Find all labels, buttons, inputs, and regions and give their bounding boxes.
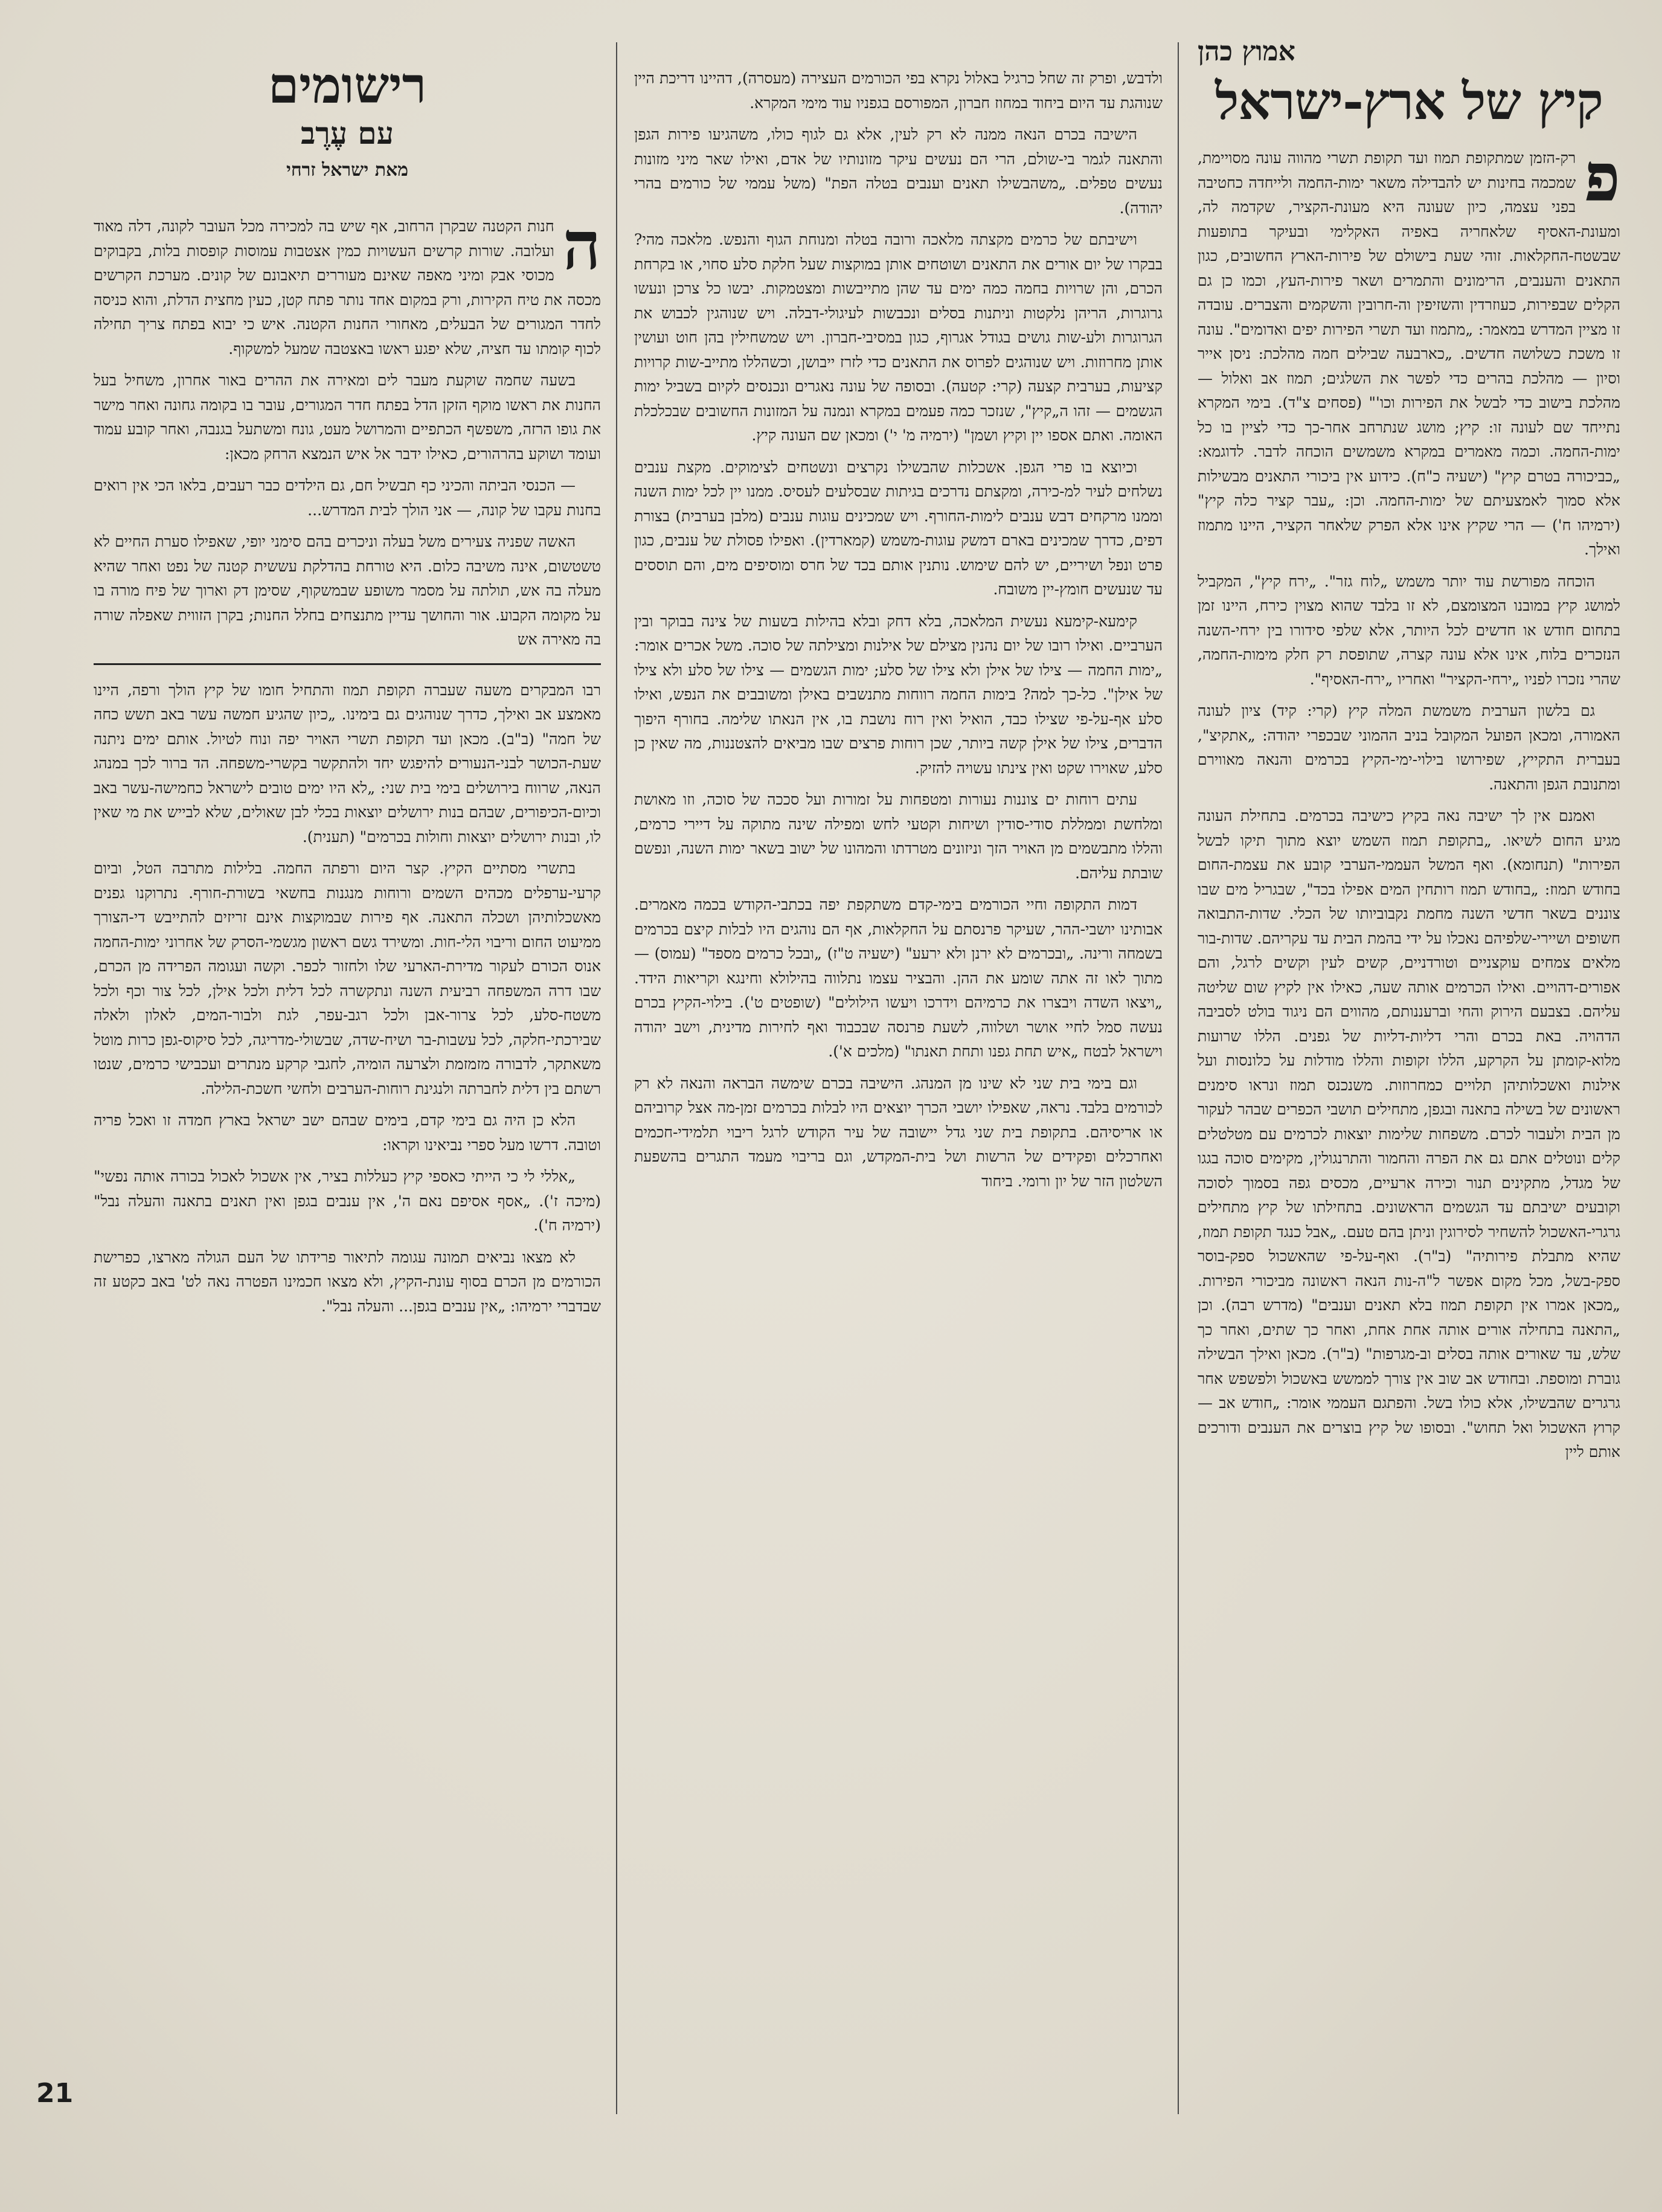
- article-paragraph: בשעה שחמה שוקעת מעבר לים ומאירה את ההרים באור אחרון, משחיל בעל החנות את ראשו מוקף הזקן הדל בפתח חדר המגורים, עובר בו בקומה גחונה ואחר מישר את גופו הרזה, משפשף הכתפיים והמרושל מעט, גונח ומשתעל בגנבה, ואחר קובע עמוד ועומד ושוקע בהרהורים, כאילו ידבר אל איש הנמצא הרחק מכאן:: [94, 371, 601, 463]
- article-paragraph: לא מצאו נביאים תמונה עגומה לתיאור פרידתו של העם הגולה מארצו, כפרישת הכורמים מן הכרם בסוף עונת-הקיץ, ולא מצאו חכמינו הפטרה נאה לט' באב כקטע זה שבדברי ירמיהו: „אין ענבים בגפן... והעלה נבל".: [94, 1248, 601, 1315]
- article-paragraph: האשה שפניה צעירים משל בעלה וניכרים בהם סימני יופי, שאפילו סערת החיים לא טשטשום, אינה משיבה כלום. היא טורחת בהדלקת עששית קטנה של נפט ואחר שהיא מעלה בה אש, תולתה על מסמר משופע שבמשקוף, שסימן דק וארוך של פיח מורה בו על מקומה הקבוע. אור והחושך עדיין מתנצחים בחלל החנות; בקרן הזווית שאפלה שורה בה מאירה אש: [94, 533, 601, 648]
- article-paragraph: דמות התקופה וחיי הכורמים בימי-קדם משתקפת יפה בכתבי-הקודש בכמה מאמרים. אבותינו יושבי-ההר, שעיקר פרנסתם על החקלאות, אף הם נוהגים היו לבלות קיצם בכרמים בשמחה ורינה. „ובכרמים לא ירנן ולא ירעע" (ישעיה ט"ז) „ובכל כרמים מספד" (עמוס) — מתוך לאו זה אתה שומע את ההן. והבציר עצמו נתלווה בהילולא וחינגא וקריאות הידד. „ויצאו השדה ויבצרו את כרמיהם וידרכו ויעשו הילולים" (שופטים ט'). בילוי-הקיץ בכרם נעשה סמל לחיי אושר ושלווה, לשעת פרנסה שבכבוד ואף לחירות מדינית, וישב יהודה וישראל לבטח „איש תחת גפנו ותחת תאנתו" (מלכים א').: [634, 896, 1163, 1060]
- article-paragraph: בתשרי מסתיים הקיץ. קצר היום ורפתה החמה. בלילות מתרבה הטל, וביום קרעי-ערפלים מכהים השמים ורוחות מנגנות בחשאי בשורת-חורף. נתרוקנו גפנים מאשכלותיהן ושכלה התאנה. אף פירות שבמוקצות אינם זריזים להתייבש די-הצורך ממיעוט החום וריבוי הלי-חות. ומשירד גשם ראשון מגשמי-הסרק של אחרוני ימות-החמה אנוס הכורם לעקור מדירת-הארעי שלו ולחזור לכפר. וקשה ועגומה הפרידה מן הכרם, שבו דרה המשפחה רביעית השנה ונתקשרה לכל דלית ולכל אילן, לכל צור וכף ולכל משטח-סלע, לכל צרור-אבן ולכל רגב-עפר, לגת ולבור-המים, לאלון ולאלה שבירכתי-חלקה, לכל עשבות-בר ושיח-שדה, שבשולי-מדריגה, לכל סיקוס-גפן כרות מוטל משאתקר, לדבורה מזמזמת ולצרעה הומיה, לחגבי קרקע מנתרים ועכבישי כרמים, שנטו רשתם בין דלית לחברתה ולנגינת רוחות-הערבים ולחשי חשכת-הלילה.: [94, 860, 601, 1098]
- article-column-right: [1198, 36, 1620, 2108]
- article-paragraph: וגם בימי בית שני לא שינו מן המנהג. הישיבה בכרם שימשה הבראה והנאה לא רק לכורמים בלבד. נראה, שאפילו יושבי הכרך יוצאים היו לבלות בכרמים זמן-מה אצל קרוביהם או אריסיהם. בתקופת בית שני גדל יישובה של עיר הקודש לרגל ריבוי תלמידי-חכמים ואחרכלים ופקידים של הרשות ושל בית-המקדש, וגם בריבוי מעמד התגרים בהשפעת השלטון הזר של יון ורומי. ביחוד: [634, 1074, 1163, 1190]
- article-paragraph: הישיבה בכרם הנאה ממנה לא רק לעין, אלא גם לגוף כולו, משהגיעו פירות הגפן והתאנה לגמר בי-שולם, הרי הם נעשים עיקר מזונותיו של אדם, ואילו שאר מיני מזונות נעשים טפלים. „משהבשילו תאנים וענבים בטלה הפת" (משל עממי של כורמים בהרי יהודה).: [634, 126, 1163, 217]
- article-paragraph: „אללי לי כי הייתי כאספי קיץ כעללות בציר, אין אשכול לאכול בכורה אותה נפשי" (מיכה ז'). „אסף אסיפם נאם ה', אין ענבים בגפן ואין תאנים בתאנה והעלה נבל" (ירמיה ח').: [94, 1168, 601, 1234]
- left-article-subtitle: עם עֶרֶב: [301, 115, 394, 151]
- article-paragraph: ולדבש, ופרק זה שחל כרגיל באלול נקרא בפי הכורמים העצירה (מעסרה), דהיינו דריכת היין שנוהגת עד היום ביחוד במחוז חברון, המפורסם בגפניו עוד מימי המקרא.: [634, 69, 1163, 112]
- article-paragraph: קימעא-קימעא נעשית המלאכה, בלא דחק ובלא בהילות בשעות של צינה בבוקר ובין הערביים. ואילו רובו של יום נהנין מצילם של אילנות ומצילתה של סוכה. משל אכרים אומר: „ימות החמה — צילו של אילן ולא צילו של סלע; ימות הגשמים — צילו של סלע ולא צילו של אילן". כל-כך למה? בימות החמה רווחות מתנשבים באילן ומשובבים את הנפש, ואילו סלע אף-על-פי שצילו כבד, הואיל ואין רוח נושבת בו, אין הנאתו שלימה. בחורף היפוך הדברים, צילו של אילן קשה ביותר, שכן רוחות פרצים שבו מביאים להצטננות, מה שאין כן סלע, שאוירו שקט ואין צינתו עשויה להזיק.: [634, 612, 1163, 777]
- article-headline: קיץ של ארץ-ישראל: [1215, 71, 1603, 131]
- article-paragraph: הלא כן היה גם בימי קדם, בימים שבהם ישב ישראל בארץ חמדה זו ואכל פריה וטובה. דרשו מעל ספרי נביאינו וקראו:: [94, 1111, 601, 1154]
- article-paragraph: הוכחה מפורשת עוד יותר משמש „לוח גזר". „ירח קיץ", המקביל למושג קיץ במובנו המצומצם, לא זו בלבד שהוא מצוין כירח, היינו זמן בתחום חודש או חדשים לכל היותר, אלא שלפי סידורו בין ירחי-השנה הנזכרים בלוח, אינו אלא עונה קצרה, שתופסת רק חלק מימות-החמה, שהרי נזכרו לפניו „ירחי-הקציר" ואחריו „ירח-האסיף".: [1198, 572, 1620, 688]
- left-article-title: רישומים: [268, 57, 427, 115]
- article-column-left: [94, 214, 601, 2108]
- left-article-byline: מאת ישראל זרחי: [286, 159, 409, 181]
- drop-cap: ה: [562, 214, 601, 285]
- article-paragraph: ה חנות הקטנה שבקרן הרחוב, אף שיש בה למכירה מכל העובר לקונה, דלה מאוד ועלובה. שורות קרשים העשויות כמין אצטבות עמוסות קופסות בלות, בקבוקים מכוסי אבק ומיני מאפה שאינם מעוררים תיאבונם של קונים. מערכת הקרשים מכסה את טיח הקירות, ורק במקום אחד נותר פתח קטן, כעין מחצית הדלת, והוא כניסה לחדר המגורים של הבעלים, מאחורי החנות הקטנה. איש כי יבוא בפתח צריך תחילה לכוף קומתו עד חציה, שלא יפגע ראשו באצטבה שמעל למשקוף.: [94, 214, 601, 358]
- article-paragraph: ואמנם אין לך ישיבה נאה בקיץ כישיבה בכרמים. בתחילת העונה מגיע החום לשיאו. „בתקופת תמוז השמש יוצא מתוך תיקו לבשל הפירות" (תנחומא). ואף המשל העממי-הערבי קובע את עצמת-החום בחודש תמוז: „בחודש תמוז רותחין המים אפילו בכד", שבגריל מים שבו צוננים בשאר חדשי השנה מחמת נקבוביותו של הכלי. שדות-התבואה חשופים ושיירי-שלפיהם נאכלו על ידי בהמת הבית עד עקריהם. שדות-בור מלאים צמחים עוקצניים וטורדניים, קשים לעין וקשים לרגל, והם אפורים-דהויים. ואילו הכרמים אותה שעה, כאילו אין לקיץ שום שליטה עליהם. בצבעם הירוק והחי וברעננותם, מהווים הם ניגוד בולט לסביבה הדהויה. באת בכרם והרי דליות-דליות של גפנים. הללו שרועות מלוא-קומתן על הקרקע, הללו זקופות והללו מודלות על כלונסות ועל אילנות ואשכלותיהן תלויים כמחרוזות. משנכנס תמוז ונראו סימנים ראשונים של בשילה בתאנה ובגפן, מתחילים תושבי הכפרים שבהר לעקור מן הבית ולעבור לכרם. משפחות שלימות יוצאות לכרמים עם מטלטלים קלים ונוטלים אתם גם את הפרה והחמור והתרנגולין, מקימים סוכה בגגו של מגדל, מתקינים תנור וכירה ארעיים, מכסים גפה בסמוך לסוכה וקובעים ישיבתם עד הגשמים הראשונים. בתחילתו של קיץ מתחילים גרגרי-האשכול להשחיר לסירוגין וניתן בהם טעם. „אבל כנגד תקופת תמוז, שהיא מתבלת פירותיה" (ב"ר). ואף-על-פי שהאשכול ספק-בוסר ספק-בשל, מכל מקום אפשר ל"ה-נות הנאה ראשונה מביכורי הפירות. „מכאן אמרו אין תקופת תמוז בלא תאנים וענבים" (מדרש רבה). וכן „התאנה בתחילה אורים אותה אחת אחת, ואחר כך שתים, ואחר כך שלש, עד שאורים אותה בסלים וב-מגרפות" (ב"ר). מכאן ואילך הבשילה גוברת ומוספת. ובחודש אב שוב אין צורך לממשש באשכול ולפשפש אחר גרגרים שהבשילו, אלא כולו בשל. והפתגם העממי אומר: „חודש אב — קרוץ האשכול ואל תחוש". ובסופו של קיץ בוצרים את הענבים ודורכים אותם ליין: [1198, 807, 1620, 1461]
- left-article-header: [94, 57, 601, 184]
- drop-cap: פ: [1584, 138, 1620, 216]
- article-column-middle: [634, 66, 1163, 2108]
- article-paragraph: גם בלשון הערבית משמשת המלה קיץ (קרי: קיד) ציון לעונה האמורה, ומכאן הפועל המקובל בניב ההמוני שבכפרי יהודה: „אתקיצ", בעברית התקייץ, שפירושו בילוי-ימי-הקיץ בכרמים והנאה מאווירם ומתנובת הגפן והתאנה.: [1198, 702, 1620, 793]
- column-divider: [1178, 42, 1179, 2114]
- article-paragraph: וכיוצא בו פרי הגפן. אשכלות שהבשילו נקרצים ונשטחים לצימוקים. מקצת ענבים נשלחים לעיר למ-כירה, ומקצתם נדרכים בגיתות שבסלעים לעסיס. ממנו יין לכל ימות השנה וממנו מרקחים דבש ענבים לימות-החורף. ויש שמכינים עוגות ענבים (מלבן בערבית) בצורת דפים, כדרך שמכינים בארם דמשק עוגות-משמש (קמארדין). ואפילו פסולת של ענבים, כגון פרט ונפל ושיריים, יש להם שימוש. נותנין אותם בכד של חרס ומוסיפים מים, והם תוססים עד שנעשים חומץ-יין משובח.: [634, 458, 1163, 598]
- column-divider: [616, 42, 617, 2114]
- article-paragraph: פ רק-הזמן שמתקופת תמוז ועד תקופת תשרי מהווה עונה מסויימת, שמכמה בחינות יש להבדילה משאר ימות-החמה ולייחדה כחטיבה בפני עצמה, כיון שעונה היא מעונת-הקציר, שקדמה לה, ומעונת-האסיף שלאחריה באפיה האקלימי ובעיקר בתופעות שבשטח-החקלאות. זוהי שעת בישולם של פירות-הארץ החשובים, כגון התאנים והענבים, הרימונים והתמרים ושאר פירות-העץ, וכמו כן גם הקלים שבפירות, כעוזרדין והשזיפין וה-חרובין והשקמים והצברים. עובדה זו מציין המדרש במאמר: „מתמוז ועד תשרי הפירות יפים ואדומים". עונה זו משכת כשלושה חדשים. „כארבעה שבילים חמה מהלכת: ניסן אייר וסיון — מהלכת בהרים כדי לפשר את השלגים; תמוז אב ואלול — מהלכת בישוב כדי לבשל את הפירות וכו'" (פסחים צ"ד). בימי המקרא נתייחד שם לעונה זו: קיץ; מושג שנתרחב אחר-כך כדי לציין בו כל ימות-החמה. וכמה מאמרים במקרא משמשים הוכחה לדבר. לדוגמא: „כביכורה בטרם קיץ" (ישעיה כ"ח). כידוע אין ביכורי התאנים מבשילות אלא סמוך לאמצעיתם של ימות-החמה. וכן: „עבר קציר כלה קיץ" (ירמיהו ח') — הרי שקיץ אינו אלא הפרק שלאחר הקציר, היינו מתמוז ואילך.: [1198, 138, 1620, 558]
- article-paragraph: רבו המבקרים משעה שעברה תקופת תמוז והתחיל חומו של קיץ הולך ורפה, היינו מאמצע אב ואילך, כדרך שנוהגים גם בימינו. „כיון שהגיע חמשה עשר באב תשש כחה של חמה" (ב"ב). מכאן ועד תקופת תשרי האויר יפה ונוח לטיול. אותם ימים ניתנה שעת-הכושר לבני-הנעורים להיפגש יחד ולהתקשר בקשרי-משפחה. הד ברור לכך במנהג הנאה, שרווח בירושלים בימי בית שני: „לא היו ימים טובים לישראל כחמישה-עשר באב וכיום-הכיפורים, שבהם בנות ירושלים יוצאות בכלי לבן שאולים, שלא לבייש את מי שאין לו, ובנות ירושלים יוצאות וחולות בכרמים" (תענית).: [94, 681, 601, 846]
- article-paragraph: — הכנסי הביתה והכיני כף תבשיל חם, גם הילדים כבר רעבים, בלאו הכי אין רואים בחנות עקבו של קונה, — אני הולך לבית המדרש...: [94, 477, 601, 519]
- page-number: 21: [36, 2078, 74, 2109]
- article-paragraph: עתים רוחות ים צוננות נעורות ומטפחות על זמורות ועל סככה של סוכה, וזו מאושת ומלחשת וממללת סודי-סודין ושיחות וקטעי לחש ומפילה שינה מתוקה על דיירי כרמים, והללו מתבשמים מן האויר הזך וניזונים מטרדתו והמהונו של ישוב בשאר ימות השנה, ונפשם שובתת עליהם.: [634, 791, 1163, 882]
- section-rule: [94, 663, 601, 665]
- article-author: אמוץ כהן: [1198, 36, 1295, 67]
- article-paragraph: וישיבתם של כרמים מקצתה מלאכה ורובה בטלה ומנוחת הגוף והנפש. מלאכה מהי? בבקרו של יום אורים את התאנים ושוטחים אותן במוקצות שעל חלקת סלע סחוי, או בקרחת הכרם, והן שרויות בחמה כמה ימים עד שהן מתייבשות ומצטמקות. יבשו כל צרכן ונעשו גרוגרות, הריהן נלקטות וניתנות בסלים ונכבשות לעיגולי-דבלה. ויש שנוהגין לכבוש את הגרוגרות ולע-שות גושים בגודל אגרוף, כגון במסיבי-חברון. ויש שמשחילין בהן חוט ועושין אותן מחרוזות. ויש שנוהגים לפרוס את התאנים כדי לזרז ייבושן, וכשהללו מתייב-שות קרויות קציעות, בערבית קצעה (קרי: קטעה). ובסופה של עונה נאגרים ונכנסים לקיום בשביל ימות הגשמים — זהו ה„קיץ", שנזכר כמה פעמים במקרא ונמנה על המזונות החשובים שבכלכלת האומה. ואתם אספו יין וקיץ ושמן" (ירמיה מ' י') ומכאן שם העונה קיץ.: [634, 231, 1163, 444]
